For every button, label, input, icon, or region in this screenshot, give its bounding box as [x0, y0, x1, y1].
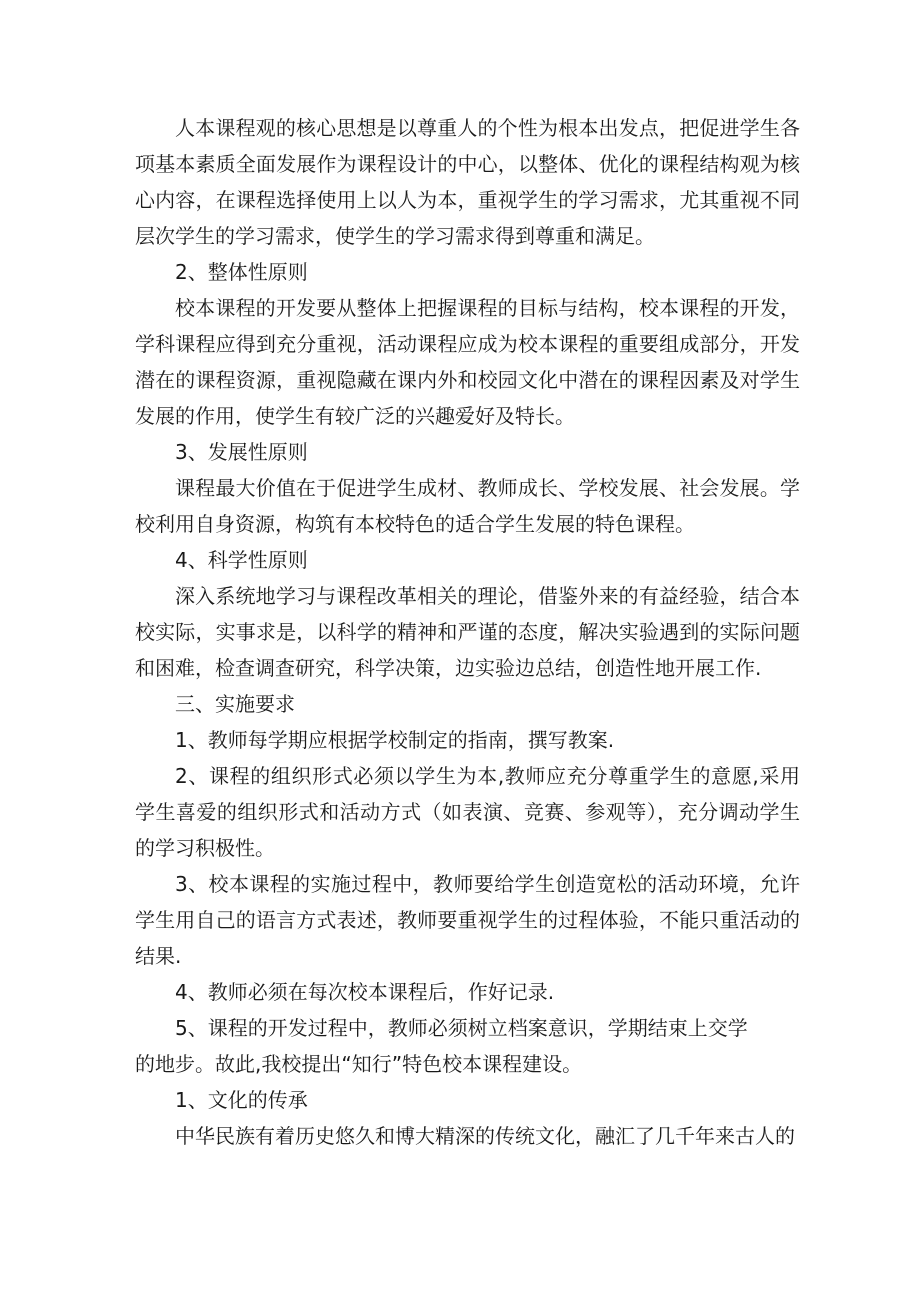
heading-integrity-principle: 2、整体性原则: [175, 260, 308, 284]
paragraph-cultural-inheritance: 中华民族有着历史悠久和博大精深的传统文化，融汇了几千年来古人的: [175, 1124, 795, 1148]
paragraph-scientific-principle: 深入系统地学习与课程改革相关的理论，借鉴外来的有益经验，结合本校实际，实事求是，以科学的精神和严谨的态度，解决实验遇到的实际问题和困难，检查调查研究，科学决策，边实验边总结，创造性地开展工作.: [135, 584, 800, 680]
paragraph-humanistic-curriculum: 人本课程观的核心思想是以尊重人的个性为根本出发点，把促进学生各项基本素质全面发展作为课程设计的中心，以整体、优化的课程结构观为核心内容，在课程选择使用上以人为本，重视学生的学习需求，尤其重视不同层次学生的学习需求，使学生的学习需求得到尊重和满足。: [135, 116, 800, 248]
paragraph-integrity-principle: 校本课程的开发要从整体上把握课程的目标与结构，校本课程的开发，学科课程应得到充分重视，活动课程应成为校本课程的重要组成部分，开发潜在的课程资源，重视隐藏在课内外和校园文化中潜在的课程因素及对学生发展的作用，使学生有较广泛的兴趣爱好及特长。: [135, 296, 800, 428]
paragraph-zhixing-proposal: 的地步。故此,我校提出“知行”特色校本课程建设。: [135, 1052, 583, 1076]
requirement-item-4: 4、教师必须在每次校本课程后，作好记录.: [175, 980, 555, 1004]
requirement-item-5: 5、课程的开发过程中，教师必须树立档案意识，学期结束上交学: [175, 1016, 748, 1040]
paragraph-development-principle: 课程最大价值在于促进学生成材、教师成长、学校发展、社会发展。学校利用自身资源，构筑有本校特色的适合学生发展的特色课程。: [135, 476, 800, 536]
heading-development-principle: 3、发展性原则: [175, 440, 308, 464]
document-page: [135, 110, 800, 1154]
requirement-item-1: 1、教师每学期应根据学校制定的指南，撰写教案.: [175, 728, 615, 752]
heading-scientific-principle: 4、科学性原则: [175, 548, 308, 572]
heading-implementation-requirements: 三、实施要求: [175, 692, 295, 716]
requirement-item-3: 3、校本课程的实施过程中，教师要给学生创造宽松的活动环境，允许学生用自己的语言方式表述，教师要重视学生的过程体验，不能只重活动的结果.: [135, 872, 800, 968]
requirement-item-2: 2、课程的组织形式必须以学生为本,教师应充分尊重学生的意愿,采用学生喜爱的组织形式和活动方式（如表演、竞赛、参观等），充分调动学生的学习积极性。: [135, 764, 800, 860]
heading-cultural-inheritance: 1、文化的传承: [175, 1088, 308, 1112]
